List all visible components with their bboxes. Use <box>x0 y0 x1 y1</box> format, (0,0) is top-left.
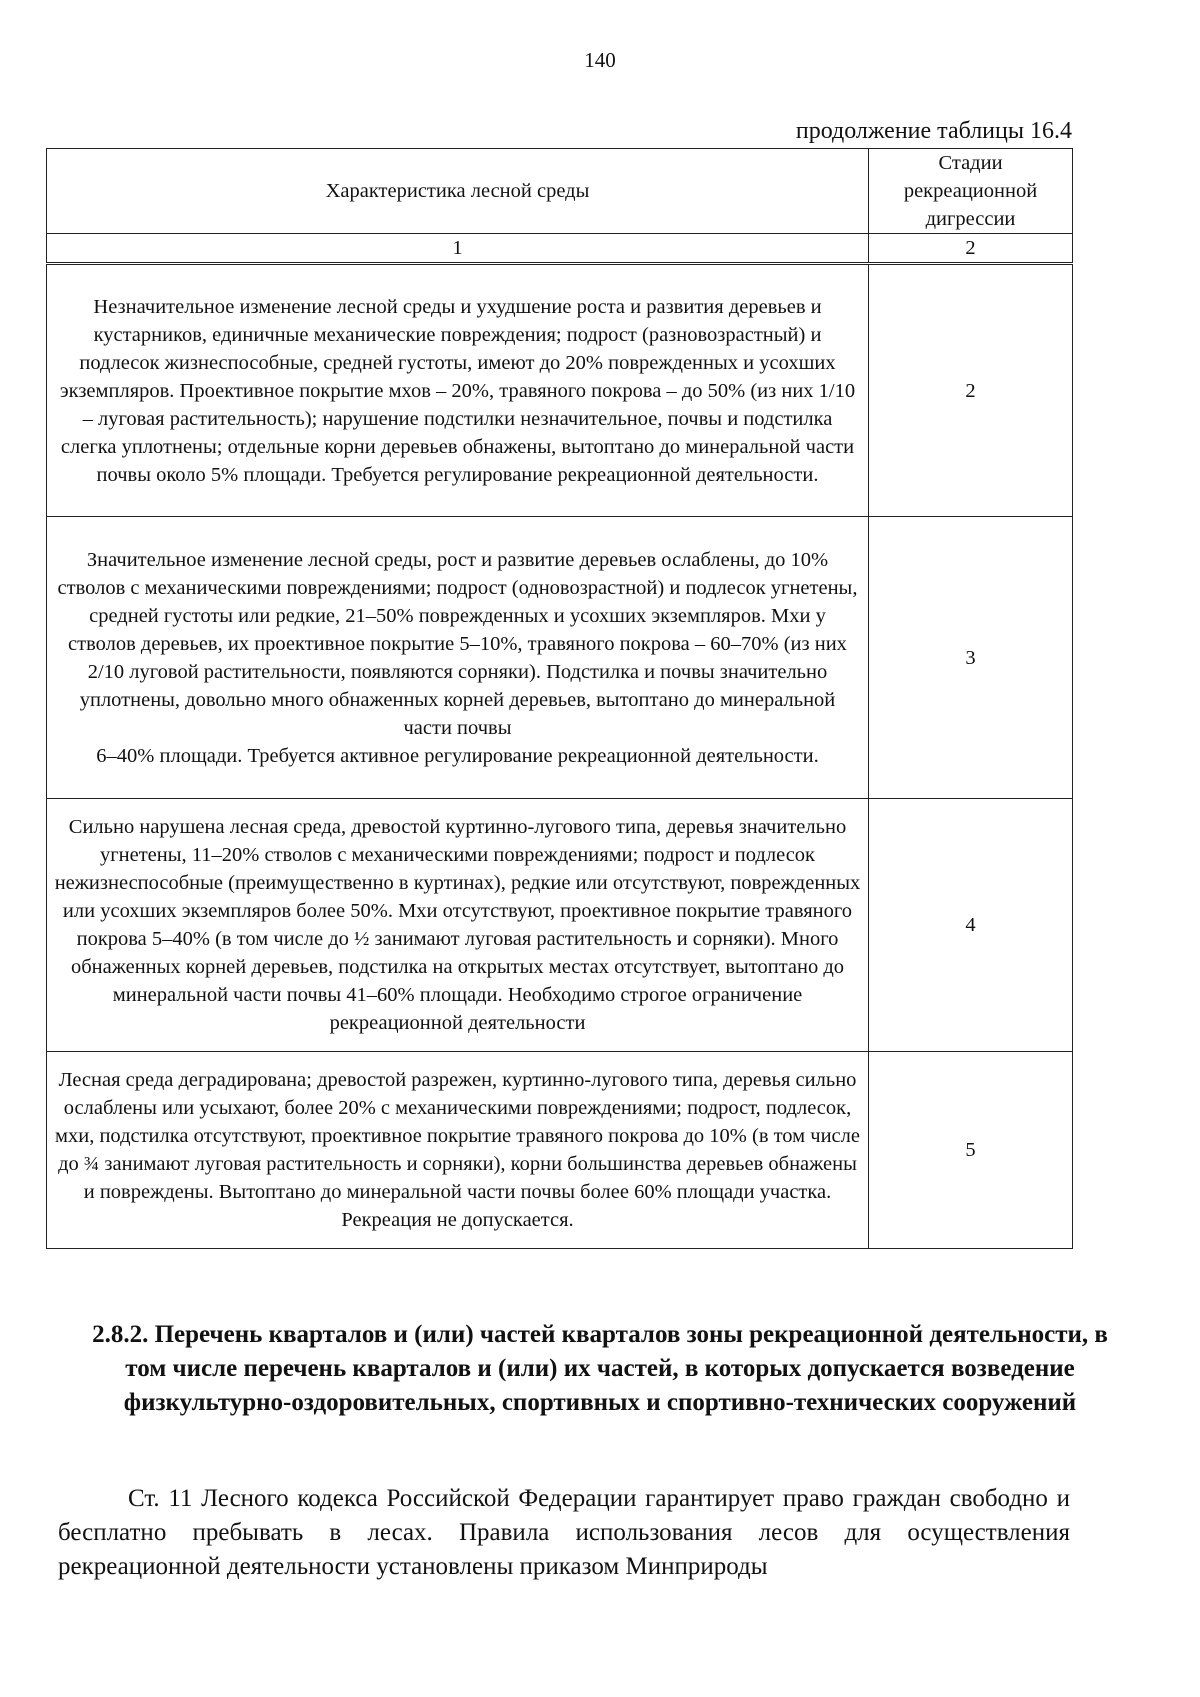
table-row <box>47 517 1073 799</box>
table-continuation-label: продолжение таблицы 16.4 <box>795 118 1072 144</box>
body-paragraph: Ст. 11 Лесного кодекса Российской Федерации гарантирует право граждан свободно и бесплатно пребывать в лесах. Правила использования лесов для осуществления рекреационной деятельности установлены приказом Минприроды <box>58 1485 1070 1580</box>
row-stage: 3 <box>869 517 1073 799</box>
row-stage: 5 <box>869 1052 1073 1249</box>
column-number-2: 2 <box>869 234 1073 264</box>
row-stage: 2 <box>869 264 1073 517</box>
row-description: Значительное изменение лесной среды, рост и развитие деревьев ослаблены, до 10% стволов с механическими повреждениями; подрост (одновозрастной) и подлесок угнетены, средней густоты или редкие, 21–50% поврежденных и усохших экземпляров. Мхи у стволов деревьев, их проективное покрытие 5–10%, травяного покрова – 60–70% (из них 2/10 луговой растительности, появляются сорняки). Подстилка и почвы значительно уплотнены, довольно много обнаженных корней деревьев, вытоптано до минеральной части почвы <box>57 548 858 739</box>
column-header-characteristic: Характеристика лесной среды <box>47 149 869 234</box>
row-description: Незначительное изменение лесной среды и ухудшение роста и развития деревьев и кустарников, единичные механические повреждения; подрост (разновозрастный) и подлесок жизнеспособные, средней густоты, имеют до 20% поврежденных и усохших экземпляров. Проективное покрытие мхов – 20%, травяного покрова – до 50% (из них 1/10 – луговая растительность); нарушение подстилки незначительное, почвы и подстилка слегка уплотнены; отдельные корни деревьев обнажены, вытоптано до минеральной части почвы около 5% площади. Требуется регулирование рекреационной деятельности. <box>47 264 869 517</box>
table-header-row <box>47 149 1073 234</box>
page-number: 140 <box>584 48 616 72</box>
table-row <box>47 1052 1073 1249</box>
column-number-1: 1 <box>47 234 869 264</box>
column-number-row <box>47 234 1073 264</box>
row-stage: 4 <box>869 799 1073 1052</box>
row-description: Лесная среда деградирована; древостой разрежен, куртинно-лугового типа, деревья сильно ослаблены или усыхают, более 20% с механическими повреждениями; подрост, подлесок, мхи, подстилка отсутствуют, проективное покрытие травяного покрова до 10% (в том числе до ¾ занимают луговая растительность и сорняки), корни большинства деревьев обнажены и повреждены. Вытоптано до минеральной части почвы более 60% площади участка. Рекреация не допускается. <box>47 1052 869 1249</box>
row-description-continued: 6–40% площади. Требуется активное регулирование рекреационной деятельности. <box>96 744 819 767</box>
table-row <box>47 264 1073 517</box>
row-description: Сильно нарушена лесная среда, древостой куртинно-лугового типа, деревья значительно угнетены, 11–20% стволов с механическими повреждениями; подрост и подлесок нежизнеспособные (преимущественно в куртинах), редкие или отсутствуют, поврежденных или усохших экземпляров более 50%. Мхи отсутствуют, проективное покрытие травяного покрова 5–40% (в том числе до ½ занимают луговая растительность и сорняки). Много обнаженных корней деревьев, подстилка на открытых местах отсутствует, вытоптано до минеральной части почвы 41–60% площади. Необходимо строгое ограничение рекреационной деятельности <box>47 799 869 1052</box>
recreational-digression-table <box>46 148 1073 1249</box>
section-heading: 2.8.2. Перечень кварталов и (или) частей кварталов зоны рекреационной деятельности, в том числе перечень кварталов и (или) их частей, в которых допускается возведение физкультурно-оздоровительных, спортивных и спортивно-технических сооружений <box>92 1321 1108 1416</box>
table-row <box>47 799 1073 1052</box>
column-header-stage: Стадии рекреационной дигрессии <box>869 149 1073 234</box>
row-description-container <box>47 517 869 799</box>
